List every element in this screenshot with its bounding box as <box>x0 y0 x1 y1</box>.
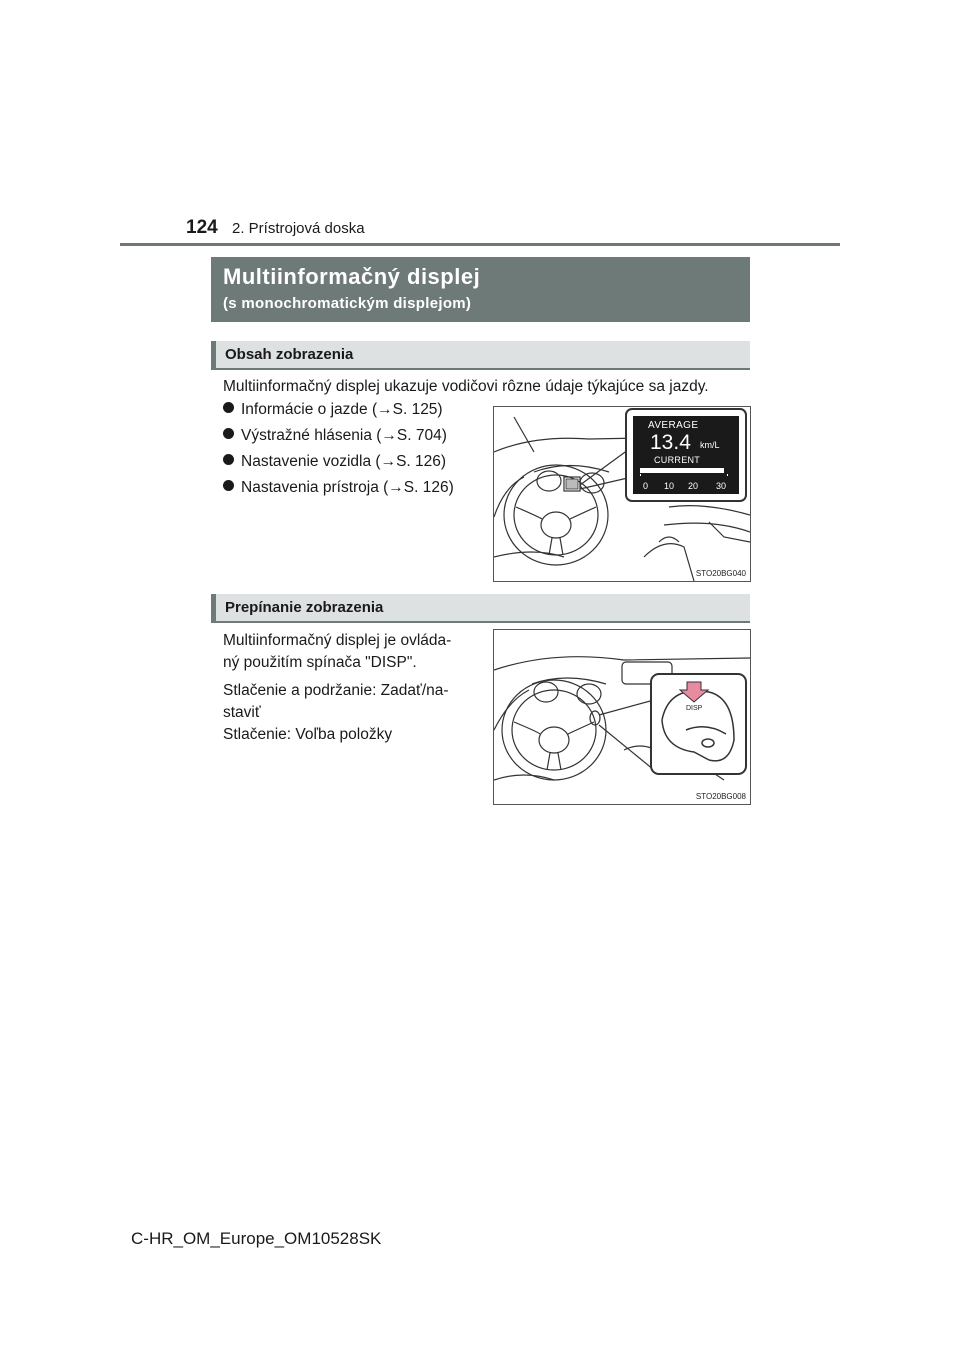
display-scale-label: 0 <box>643 481 649 491</box>
section-heading-switching <box>211 594 750 623</box>
section-heading-label: Prepínanie zobrazenia <box>225 599 384 616</box>
display-current-label: CURRENT <box>654 455 701 465</box>
header-rule <box>120 243 840 246</box>
figure-multi-info-display <box>493 406 751 582</box>
title-block <box>211 257 750 322</box>
section-accent <box>211 341 216 368</box>
display-scale-label: 30 <box>716 481 727 491</box>
page-title: Multiinformačný displej <box>223 264 481 289</box>
disp-switch-label: DISP <box>686 705 703 712</box>
list-item-text: Informácie o jazde (→S. 125) <box>241 401 443 418</box>
list-item <box>223 479 483 505</box>
display-bar <box>640 468 724 473</box>
steering-switch-illustration <box>494 630 750 804</box>
display-scale-ticks <box>640 474 728 476</box>
chapter-title: 2. Prístrojová doska <box>232 220 365 237</box>
text-line: Stlačenie a podržanie: Zadať/na- <box>223 682 449 699</box>
text-line: staviť <box>223 704 261 721</box>
list-item <box>223 401 483 427</box>
list-item-text: Nastavenie vozidla (→S. 126) <box>241 453 447 470</box>
figure-disp-switch <box>493 629 751 805</box>
section-heading-contents <box>211 341 750 370</box>
footer-document-id: C-HR_OM_Europe_OM10528SK <box>131 1229 382 1248</box>
section-heading-label: Obsah zobrazenia <box>225 346 354 363</box>
page-number: 124 <box>186 217 218 238</box>
page-subtitle: (s monochromatickým displejom) <box>223 295 472 312</box>
text-line: Stlačenie: Voľba položky <box>223 726 393 743</box>
bullet-icon <box>223 402 234 413</box>
text-line: Multiinformačný displej je ovláda- <box>223 632 452 649</box>
bullet-icon <box>223 454 234 465</box>
list-item-text: Výstražné hlásenia (→S. 704) <box>241 427 447 444</box>
bullet-icon <box>223 480 234 491</box>
dashboard-illustration <box>494 407 750 581</box>
display-average-label: AVERAGE <box>648 420 699 431</box>
intro-paragraph: Multiinformačný displej ukazuje vodičovi rôzne údaje týkajúce sa jazdy. <box>223 378 709 395</box>
bullet-list <box>223 401 483 505</box>
bullet-icon <box>223 428 234 439</box>
section-accent <box>211 594 216 621</box>
switch-paragraph <box>223 630 483 674</box>
display-scale-label: 10 <box>664 481 675 491</box>
figure-code: STO20BG008 <box>695 792 746 801</box>
display-value: 13.4 <box>650 431 691 454</box>
display-scale-label: 20 <box>688 481 699 491</box>
list-item-text: Nastavenia prístroja (→S. 126) <box>241 479 454 496</box>
text-line: ný použitím spínača "DISP". <box>223 654 417 671</box>
figure-code: STO20BG040 <box>695 569 746 578</box>
list-item <box>223 427 483 453</box>
display-unit: km/L <box>700 440 720 450</box>
press-hold-paragraph <box>223 680 483 746</box>
list-item <box>223 453 483 479</box>
